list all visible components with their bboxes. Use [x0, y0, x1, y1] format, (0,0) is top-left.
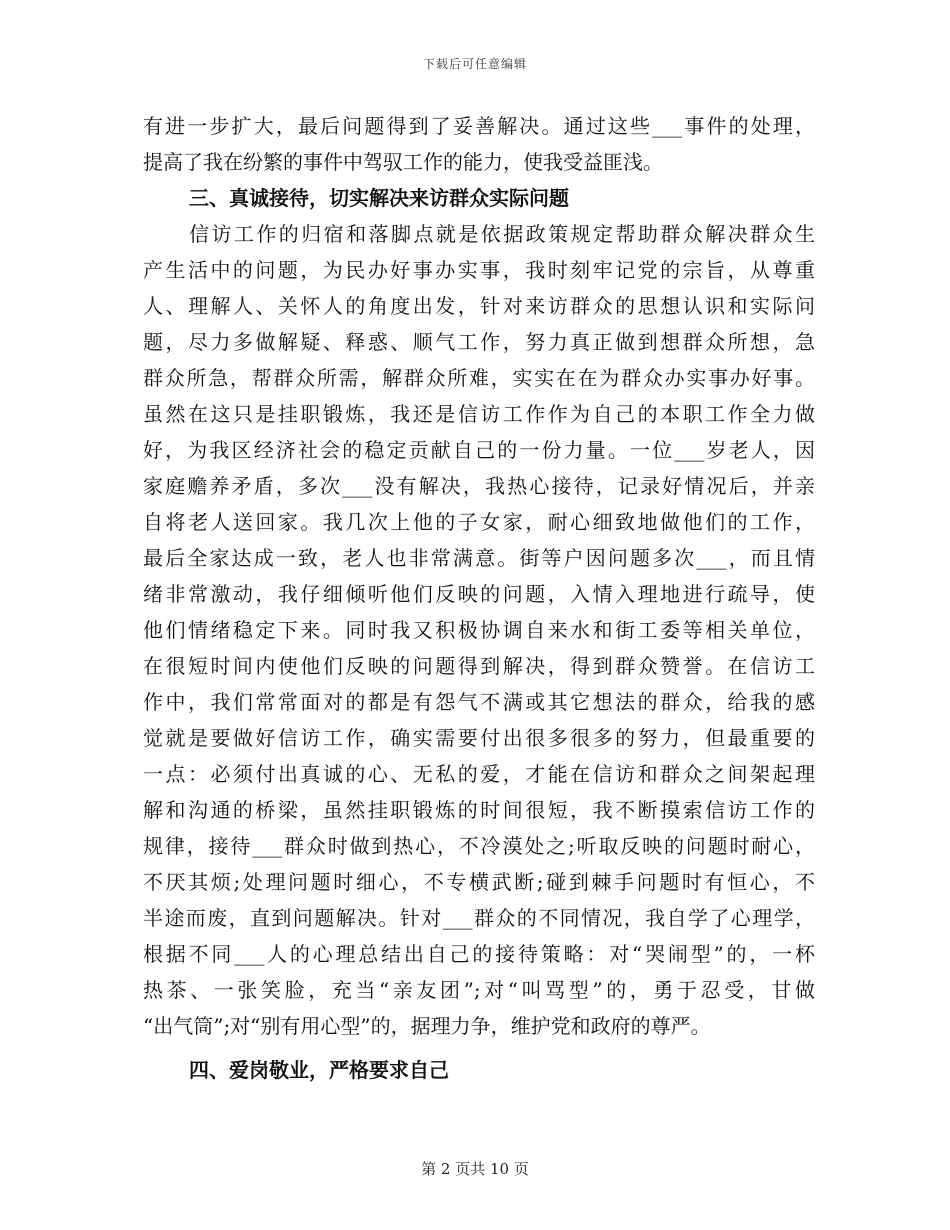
- body-line: 虽然在这只是挂职锻炼，我还是信访工作作为自己的本职工作全力做: [143, 402, 815, 426]
- body-line: 规律，接待___群众时做到热心，不冷漠处之;听取反映的问题时耐心，: [143, 834, 815, 858]
- body-line: 觉就是要做好信访工作，确实需要付出很多很多的努力，但最重要的: [143, 726, 815, 750]
- body-line: 好，为我区经济社会的稳定贡献自己的一份力量。一位___岁老人，因: [143, 438, 815, 462]
- body-line: 绪非常激动，我仔细倾听他们反映的问题，入情入理地进行疏导，使: [143, 582, 815, 606]
- body-line: 作中，我们常常面对的都是有怨气不满或其它想法的群众，给我的感: [143, 690, 815, 714]
- body-line: 根据不同___人的心理总结出自己的接待策略：对“哭闹型”的，一杯: [143, 942, 815, 966]
- body-line: 产生活中的问题，为民办好事办实事，我时刻牢记党的宗旨，从尊重: [143, 258, 815, 282]
- body-line: “出气筒”;对“别有用心型”的，据理力争，维护党和政府的尊严。: [143, 1014, 711, 1038]
- body-line: 一点：必须付出真诚的心、无私的爱，才能在信访和群众之间架起理: [143, 762, 815, 786]
- document-body: [143, 108, 815, 1088]
- body-line: 有进一步扩大，最后问题得到了妥善解决。通过这些___事件的处理，: [143, 114, 815, 138]
- body-line: 半途而废，直到问题解决。针对___群众的不同情况，我自学了心理学，: [143, 906, 815, 930]
- body-line: 解和沟通的桥梁，虽然挂职锻炼的时间很短，我不断摸索信访工作的: [143, 798, 815, 822]
- body-line: 自将老人送回家。我几次上他的子女家，耐心细致地做他们的工作，: [143, 510, 815, 534]
- body-line: 不厌其烦;处理问题时细心，不专横武断;碰到棘手问题时有恒心，不: [143, 870, 815, 894]
- body-line: 最后全家达成一致，老人也非常满意。街等户因问题多次___，而且情: [143, 546, 815, 570]
- body-line: 群众所急，帮群众所需，解群众所难，实实在在为群众办实事办好事。: [143, 366, 815, 390]
- body-line: 在很短时间内使他们反映的问题得到解决，得到群众赞誉。在信访工: [143, 654, 815, 678]
- body-line: 家庭赡养矛盾，多次___没有解决，我热心接待，记录好情况后，并亲: [143, 474, 815, 498]
- body-line: 信访工作的归宿和落脚点就是依据政策规定帮助群众解决群众生: [189, 222, 815, 246]
- body-line: 提高了我在纷繁的事件中驾驭工作的能力，使我受益匪浅。: [143, 150, 663, 174]
- section-heading-4: 四、爱岗敬业，严格要求自己: [189, 1058, 449, 1082]
- body-line: 题，尽力多做解疑、释惑、顺气工作，努力真正做到想群众所想，急: [143, 330, 815, 354]
- page-footer: 第 2 页共 10 页: [421, 1160, 529, 1178]
- body-line: 他们情绪稳定下来。同时我又积极协调自来水和街工委等相关单位，: [143, 618, 815, 642]
- section-heading-3: 三、真诚接待，切实解决来访群众实际问题: [189, 186, 569, 210]
- body-line: 人、理解人、关怀人的角度出发，针对来访群众的思想认识和实际问: [143, 294, 815, 318]
- paragraph-section-3: [143, 216, 815, 1044]
- page-header: 下载后可任意编辑: [422, 57, 527, 71]
- body-line: 热茶、一张笑脸，充当“亲友团”;对“叫骂型”的，勇于忍受，甘做: [143, 978, 815, 1002]
